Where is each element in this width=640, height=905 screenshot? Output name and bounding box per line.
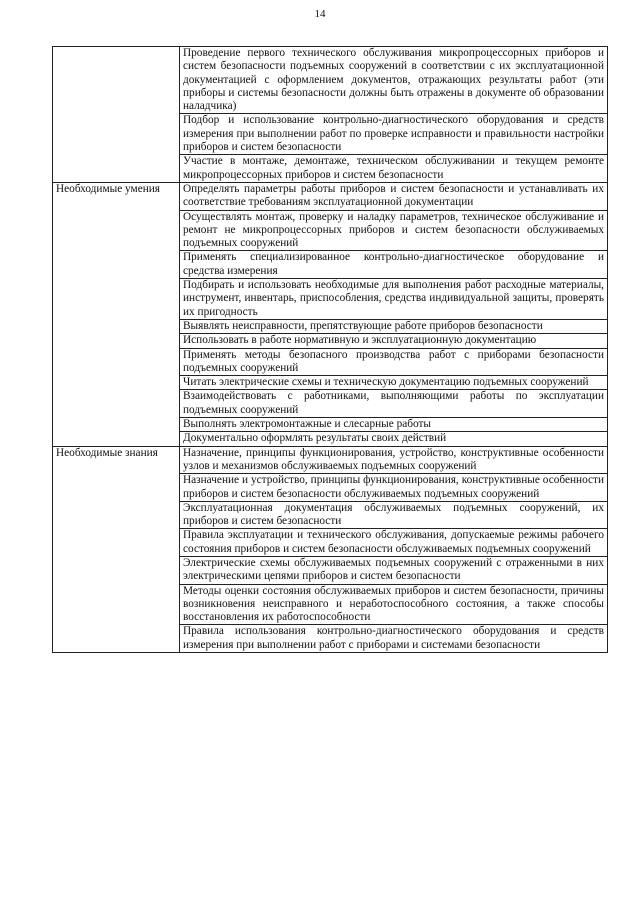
section-item: Проведение первого технического обслуживания микропроцессорных приборов и систем безопасности подъемных сооружений в соответствии с их эксплуатационной документацией с оформлением документов, отражающих результаты работ (эти приборы и системы безопасности должны быть отражены в документе об образовании наладчика)	[180, 47, 608, 114]
table-row	[53, 47, 608, 114]
section-item: Взаимодействовать с работниками, выполняющими работы по эксплуатации подъемных сооружений	[180, 390, 608, 418]
section-item: Использовать в работе нормативную и эксплуатационную документацию	[180, 334, 608, 348]
section-item: Документально оформлять результаты своих действий	[180, 432, 608, 446]
section-item: Подбирать и использовать необходимые для выполнения работ расходные материалы, инструмент, инвентарь, приспособления, средства индивидуальной защиты, проверять их пригодность	[180, 279, 608, 320]
section-item: Выполнять электромонтажные и слесарные работы	[180, 418, 608, 432]
section-item: Осуществлять монтаж, проверку и наладку параметров, техническое обслуживание и ремонт не микропроцессорных приборов и систем безопасности обслуживаемых подъемных сооружений	[180, 210, 608, 251]
section-item: Подбор и использование контрольно-диагностического оборудования и средств измерения при выполнении работ по проверке исправности и правильности настройки приборов и систем безопасности	[180, 114, 608, 155]
section-item: Читать электрические схемы и техническую документацию подъемных сооружений	[180, 376, 608, 390]
section-item: Методы оценки состояния обслуживаемых приборов и систем безопасности, причины возникновения неисправного и неработоспособного состояния, а также способы восстановления их работоспособности	[180, 584, 608, 625]
section-item: Назначение, принципы функционирования, устройство, конструктивные особенности узлов и механизмов обслуживаемых подъемных сооружений	[180, 446, 608, 474]
competency-table-body	[53, 47, 608, 653]
section-item: Участие в монтаже, демонтаже, техническом обслуживании и текущем ремонте микропроцессорных приборов и систем безопасности	[180, 155, 608, 183]
competency-table	[52, 46, 608, 653]
section-item: Эксплуатационная документация обслуживаемых подъемных сооружений, их приборов и систем безопасности	[180, 501, 608, 529]
section-item: Применять специализированное контрольно-диагностическое оборудование и средства измерения	[180, 251, 608, 279]
section-label-required-skills: Необходимые умения	[53, 182, 180, 446]
section-label-required-knowledge: Необходимые знания	[53, 446, 180, 652]
page-number: 14	[314, 8, 326, 20]
table-row	[53, 446, 608, 474]
section-item: Применять методы безопасного производства работ с приборами безопасности подъемных сооружений	[180, 348, 608, 376]
section-item: Назначение и устройство, принципы функционирования, конструктивные особенности приборов и систем безопасности обслуживаемых подъемных сооружений	[180, 474, 608, 502]
section-item: Правила использования контрольно-диагностического оборудования и средств измерения при выполнении работ с приборами и системами безопасности	[180, 625, 608, 653]
section-label-labor-actions	[53, 47, 180, 183]
section-item: Выявлять неисправности, препятствующие работе приборов безопасности	[180, 319, 608, 333]
section-item: Электрические схемы обслуживаемых подъемных сооружений с отраженными в них электрическими цепями приборов и систем безопасности	[180, 556, 608, 584]
section-item: Правила эксплуатации и технического обслуживания, допускаемые режимы рабочего состояния приборов и систем безопасности обслуживаемых подъемных сооружений	[180, 529, 608, 557]
table-row	[53, 182, 608, 210]
section-item: Определять параметры работы приборов и систем безопасности и устанавливать их соответствие требованиям эксплуатационной документации	[180, 182, 608, 210]
